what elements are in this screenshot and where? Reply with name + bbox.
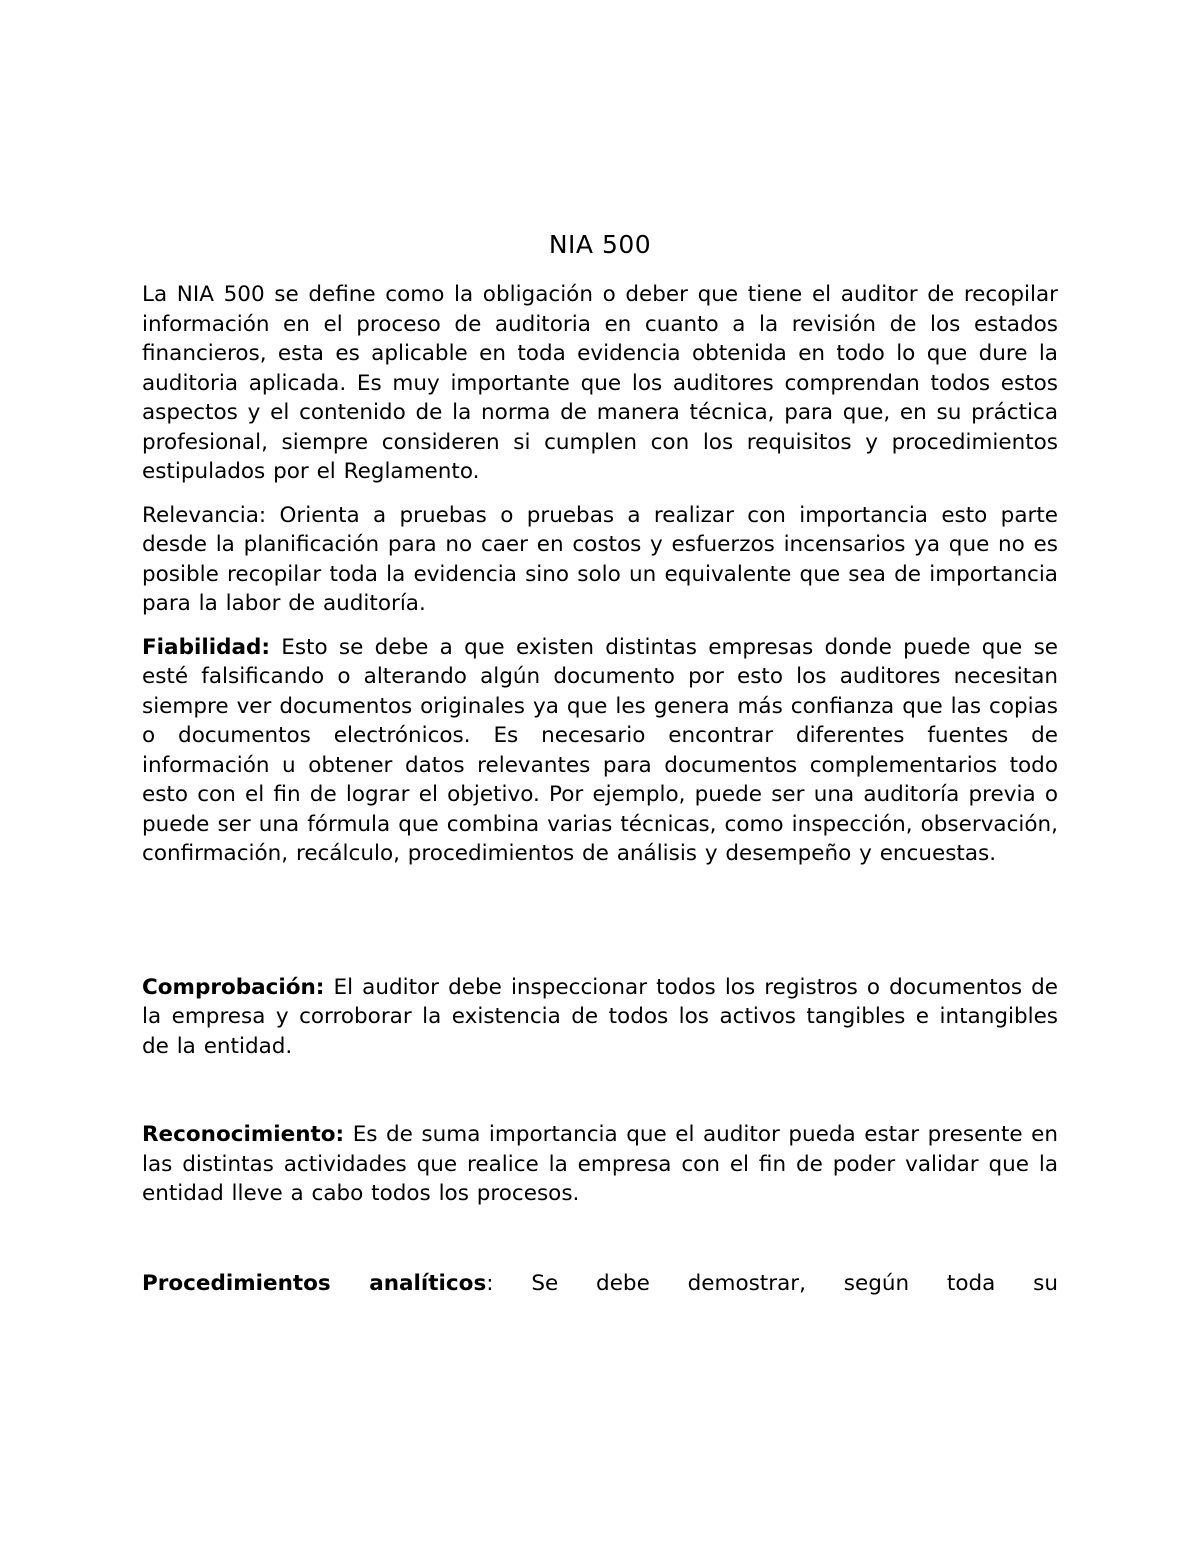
reconocimiento-text: Es de suma importancia que el auditor pueda estar presente en las distintas actividades que realice la empresa con el fin de poder validar que la entidad lleve a cabo todos los procesos.: [142, 1122, 1058, 1206]
page-title: NIA 500: [548, 230, 652, 259]
comprobacion-paragraph: [142, 973, 1058, 1062]
relevancia-text: Orienta a pruebas o pruebas a realizar con importancia esto parte desde la planificación para no caer en costos y esfuerzos incensarios ya que no es posible recopilar toda la evidencia sino solo un equivalente que sea de importancia para la labor de auditoría.: [142, 502, 1058, 616]
fiabilidad-text: Esto se debe a que existen distintas empresas donde puede que se esté falsificando o alterando algún documento por esto los auditores necesitan siempre ver documentos originales ya que les genera más confianza que las copias o documentos electrónicos. Es necesario encontrar diferentes fuentes de información u obtener datos relevantes para documentos complementarios todo esto con el fin de lograr el objetivo. Por ejemplo, puede ser una auditoría previa o puede ser una fórmula que combina varias técnicas, como inspección, observación, confirmación, recálculo, procedimientos de análisis y desempeño y encuestas.: [142, 634, 1058, 866]
reconocimiento-label: Reconocimiento:: [142, 1122, 345, 1147]
comprobacion-label: Comprobación:: [142, 974, 325, 1000]
relevancia-label: Relevancia:: [142, 502, 267, 528]
procedimientos-text: : Se debe demostrar, según toda su: [486, 1270, 1059, 1296]
document-body: [142, 230, 1058, 1298]
intro-paragraph: La NIA 500 se define como la obligación o deber que tiene el auditor de recopilar información en el proceso de auditoria en cuanto a la revisión de los estados financieros, esta es aplicable en toda evidencia obtenida en todo lo que dure la auditoria aplicada. Es muy importante que los auditores comprendan todos estos aspectos y el contenido de la norma de manera técnica, para que, en su práctica profesional, siempre consideren si cumplen con los requisitos y procedimientos estipulados por el Reglamento.: [142, 282, 1058, 484]
comprobacion-text: El auditor debe inspeccionar todos los registros o documentos de la empresa y corroborar la existencia de todos los activos tangibles e intangibles de la entidad.: [142, 974, 1058, 1059]
procedimientos-label: Procedimientos analíticos: [142, 1270, 487, 1296]
reconocimiento-paragraph: [142, 1120, 1058, 1209]
fiabilidad-paragraph: [142, 633, 1058, 869]
fiabilidad-label: Fiabilidad:: [142, 634, 270, 660]
relevancia-paragraph: [142, 501, 1058, 619]
procedimientos-paragraph: [142, 1269, 1058, 1299]
